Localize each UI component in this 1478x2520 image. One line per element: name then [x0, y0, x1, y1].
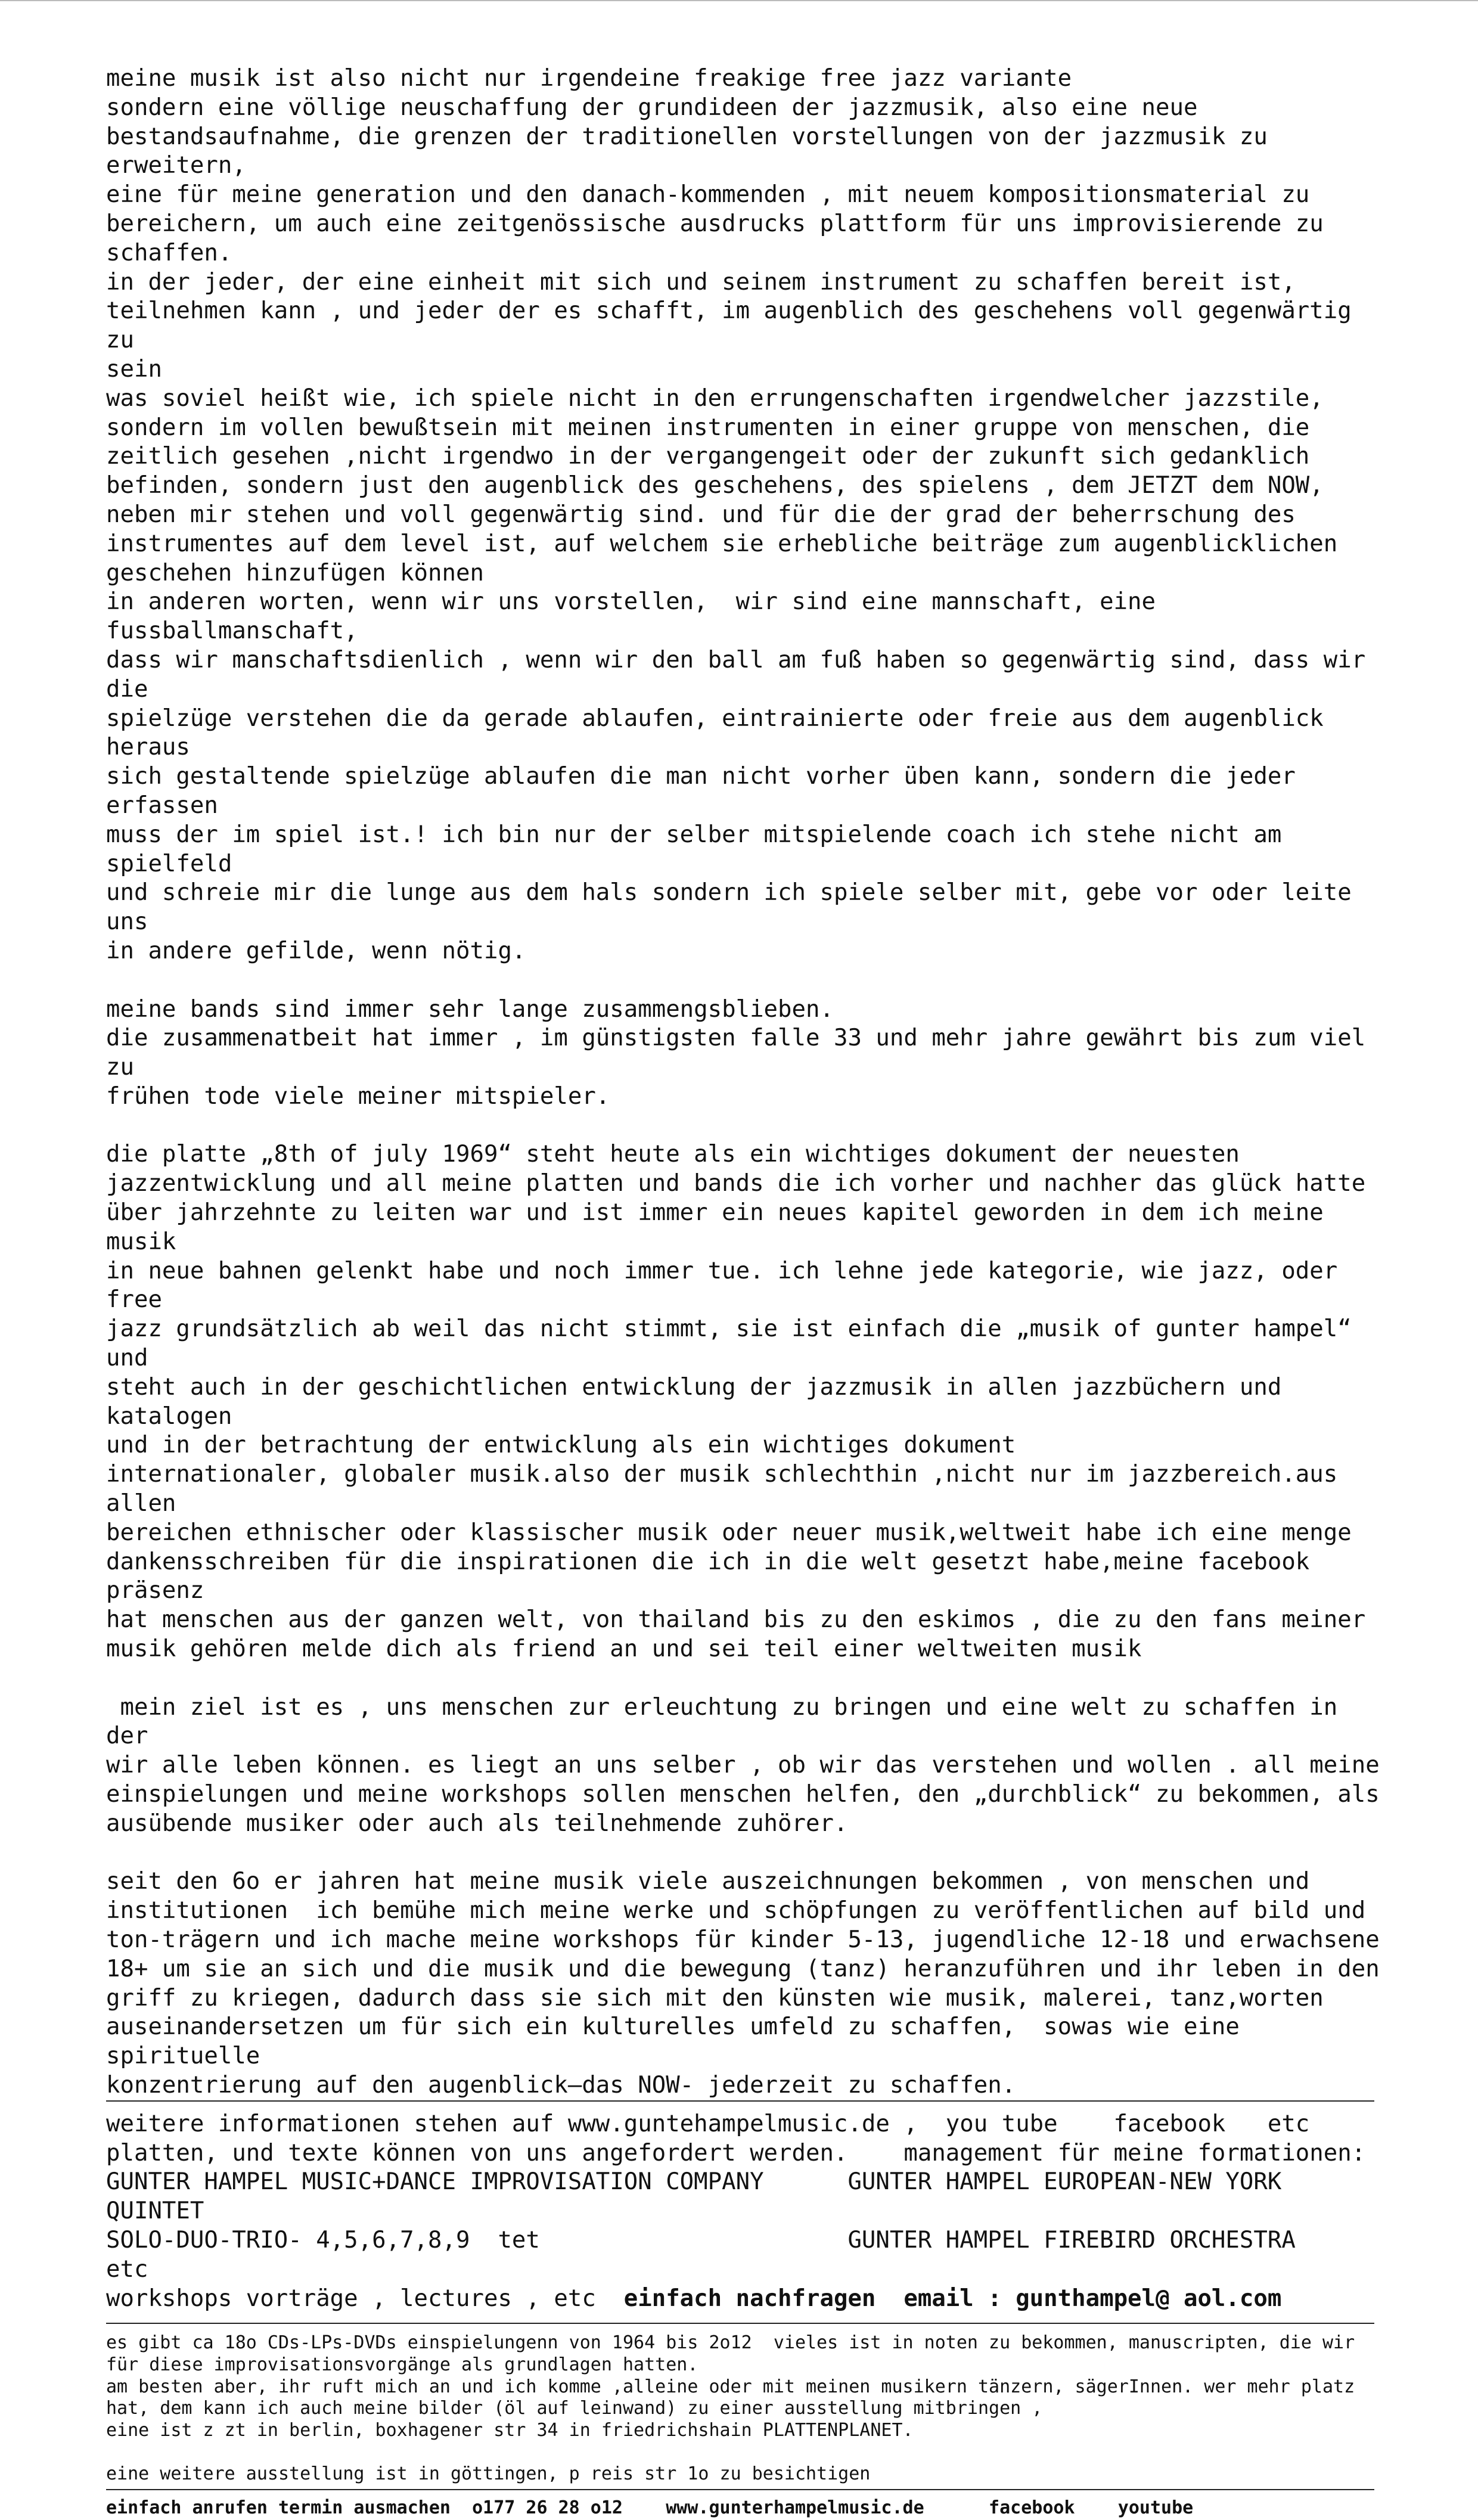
info-line: SOLO-DUO-TRIO- 4,5,6,7,8,9 tet GUNTER HAMPEL FIREBIRD ORCHESTRA etc	[106, 2226, 1352, 2283]
text-line: befinden, sondern just den augenblick des geschehens, des spielens , dem JETZT dem NOW,	[106, 472, 1324, 499]
text-line: und schreie mir die lunge aus dem hals sondern ich spiele selber mit, gebe vor oder leite uns	[106, 879, 1366, 936]
text-line: über jahrzehnte zu leiten war und ist immer ein neues kapitel geworden in dem ich meine musik	[106, 1199, 1338, 1255]
email-contact: einfach nachfragen email : gunthampel@ aol.com	[623, 2285, 1282, 2312]
text-line: schaffen.	[106, 239, 232, 266]
text-line: einspielungen und meine workshops sollen menschen helfen, den „durchblick“ zu bekommen, als	[106, 1781, 1380, 1808]
paragraph-3	[106, 1140, 1393, 1664]
info-text: workshops vorträge , lectures , etc	[106, 2285, 624, 2312]
note-line: es gibt ca 18o CDs-LPs-DVDs einspielungenn von 1964 bis 2o12 vieles ist in noten zu bekommen, manuscripten, die wir	[106, 2332, 1355, 2354]
footer-contact: einfach anrufen termin ausmachen o177 26 28 o12 www.gunterhampelmusic.de facebook youtube	[106, 2497, 1194, 2518]
text-line: ton-trägern und ich mache meine workshops für kinder 5-13, jugendliche 12-18 und erwachsene	[106, 1926, 1380, 1953]
text-line: bestandsaufnahme, die grenzen der traditionellen vorstellungen von der jazzmusik zu erweitern,	[106, 123, 1282, 179]
paragraph-gap	[106, 1664, 1393, 1693]
text-line: wir alle leben können. es liegt an uns selber , ob wir das verstehen und wollen . all meine	[106, 1752, 1380, 1779]
text-line: in neue bahnen gelenkt habe und noch immer tue. ich lehne jede kategorie, wie jazz, oder free	[106, 1257, 1352, 1314]
document-page	[106, 64, 1393, 2520]
text-line: 18+ um sie an sich und die musik und die bewegung (tanz) heranzuführen und ihr leben in den	[106, 1955, 1380, 1982]
text-line: was soviel heißt wie, ich spiele nicht in den errungenschaften irgendwelcher jazzstile,	[106, 384, 1324, 412]
note-line: eine weitere ausstellung ist in göttingen, p reis str 1o zu besichtigen	[106, 2463, 871, 2484]
info-line	[106, 2285, 1393, 2314]
text-line: steht auch in der geschichtlichen entwicklung der jazzmusik in allen jazzbüchern und katalogen	[106, 1373, 1296, 1430]
paragraph-4	[106, 1693, 1393, 1839]
text-line: musik gehören melde dich als friend an und sei teil einer weltweiten musik	[106, 1635, 1142, 1663]
text-line: geschehen hinzufügen können	[106, 559, 484, 586]
main-text	[106, 64, 1393, 2100]
text-line: muss der im spiel ist.! ich bin nur der selber mitspielende coach ich stehe nicht am spielfeld	[106, 821, 1296, 877]
text-line: meine bands sind immer sehr lange zusammengsblieben.	[106, 995, 834, 1023]
text-line: frühen tode viele meiner mitspieler.	[106, 1082, 610, 1110]
text-line: instrumentes auf dem level ist, auf welchem sie erhebliche beiträge zum augenblicklichen	[106, 530, 1338, 557]
footer	[106, 2490, 1393, 2520]
paragraph-gap	[106, 1112, 1393, 1141]
paragraph-gap	[106, 966, 1393, 995]
contact-info	[106, 2102, 1393, 2323]
text-line: bereichen ethnischer oder klassischer musik oder neuer musik,weltweit habe ich eine menge	[106, 1519, 1352, 1546]
text-line: seit den 6o er jahren hat meine musik viele auszeichnungen bekommen , von menschen und	[106, 1868, 1310, 1895]
note-line: hat, dem kann ich auch meine bilder (öl auf leinwand) zu einer ausstellung mitbringen ,	[106, 2398, 1043, 2419]
text-line: jazzentwicklung und all meine platten und bands die ich vorher und nachher das glück hatte	[106, 1170, 1366, 1197]
text-line: konzentrierung auf den augenblick—das NOW- jederzeit zu schaffen.	[106, 2071, 1016, 2099]
paragraph-5	[106, 1867, 1393, 2100]
text-line: griff zu kriegen, dadurch dass sie sich mit den künsten wie musik, malerei, tanz,worten	[106, 1984, 1324, 2012]
text-line: sondern im vollen bewußtsein mit meinen instrumenten in einer gruppe von menschen, die	[106, 414, 1310, 441]
note-gap	[106, 2441, 1393, 2463]
text-line: dass wir manschaftsdienlich , wenn wir den ball am fuß haben so gegenwärtig sind, dass wir die	[106, 646, 1380, 703]
text-line: spielzüge verstehen die da gerade ablaufen, eintrainierte oder freie aus dem augenblick heraus	[106, 705, 1338, 761]
text-line: sondern eine völlige neuschaffung der grundideen der jazzmusik, also eine neue	[106, 94, 1198, 121]
text-line: teilnehmen kann , und jeder der es schafft, im augenblich des geschehens voll gegenwärtig zu	[106, 297, 1366, 354]
paragraph-2	[106, 995, 1393, 1112]
note-line: für diese improvisationsvorgänge als grundlagen hatten.	[106, 2354, 698, 2375]
text-line: neben mir stehen und voll gegenwärtig sind. und für die der grad der beherrschung des	[106, 501, 1296, 528]
text-line: die platte „8th of july 1969“ steht heute als ein wichtiges dokument der neuesten	[106, 1141, 1240, 1168]
info-line: platten, und texte können von uns angefordert werden. management für meine formationen:	[106, 2139, 1366, 2167]
text-line: mein ziel ist es , uns menschen zur erleuchtung zu bringen und eine welt zu schaffen in der	[106, 1693, 1352, 1750]
note-line: am besten aber, ihr ruft mich an und ich komme ,alleine oder mit meinen musikern tänzern, sägerInnen. wer mehr platz	[106, 2376, 1355, 2397]
text-line: sein	[106, 355, 162, 383]
text-line: in der jeder, der eine einheit mit sich und seinem instrument zu schaffen bereit ist,	[106, 268, 1296, 296]
paragraph-gap	[106, 1839, 1393, 1868]
text-line: institutionen ich bemühe mich meine werke und schöpfungen zu veröffentlichen auf bild und	[106, 1897, 1366, 1925]
text-line: bereichern, um auch eine zeitgenössische ausdrucks plattform für uns improvisierende zu	[106, 210, 1324, 237]
text-line: zeitlich gesehen ,nicht irgendwo in der vergangengeit oder der zukunft sich gedanklich	[106, 443, 1310, 470]
paragraph-1	[106, 64, 1393, 966]
text-line: ausübende musiker oder auch als teilnehmende zuhörer.	[106, 1810, 848, 1837]
top-border	[0, 0, 1478, 1]
notes	[106, 2324, 1393, 2488]
text-line: in andere gefilde, wenn nötig.	[106, 937, 526, 964]
text-line: die zusammenatbeit hat immer , im günstigsten falle 33 und mehr jahre gewährt bis zum viel zu	[106, 1025, 1380, 1081]
text-line: und in der betrachtung der entwicklung als ein wichtiges dokument	[106, 1432, 1016, 1459]
text-line: auseinandersetzen um für sich ein kulturelles umfeld zu schaffen, sowas wie eine spirituelle	[106, 2013, 1254, 2070]
text-line: eine für meine generation und den danach-kommenden , mit neuem kompositionsmaterial zu	[106, 181, 1310, 209]
note-line: eine ist z zt in berlin, boxhagener str 34 in friedrichshain PLATTENPLANET.	[106, 2419, 914, 2441]
text-line: sich gestaltende spielzüge ablaufen die man nicht vorher üben kann, sondern die jeder erfassen	[106, 763, 1310, 819]
text-line: dankensschreiben für die inspirationen die ich in die welt gesetzt habe,meine facebook präsenz	[106, 1548, 1324, 1605]
text-line: meine musik ist also nicht nur irgendeine freakige free jazz variante	[106, 65, 1072, 92]
text-line: in anderen worten, wenn wir uns vorstellen, wir sind eine mannschaft, eine fussballmanschaft,	[106, 588, 1170, 645]
text-line: jazz grundsätzlich ab weil das nicht stimmt, sie ist einfach die „musik of gunter hampel“ und	[106, 1315, 1366, 1372]
info-line: GUNTER HAMPEL MUSIC+DANCE IMPROVISATION COMPANY GUNTER HAMPEL EUROPEAN-NEW YORK QUINTET	[106, 2168, 1296, 2225]
info-line: weitere informationen stehen auf www.guntehampelmusic.de , you tube facebook etc	[106, 2110, 1310, 2137]
text-line: internationaler, globaler musik.also der musik schlechthin ,nicht nur im jazzbereich.aus allen	[106, 1461, 1352, 1517]
text-line: hat menschen aus der ganzen welt, von thailand bis zu den eskimos , die zu den fans meiner	[106, 1606, 1366, 1634]
